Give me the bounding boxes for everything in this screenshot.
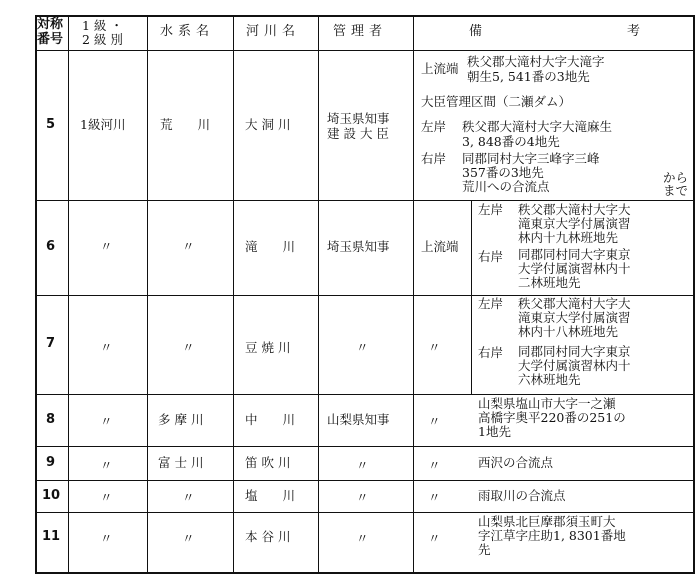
right-bank-text: 同郡同村同大字東京 (518, 247, 631, 262)
row-number: 10 (42, 488, 61, 503)
left-bank-label: 左岸 (421, 119, 447, 134)
header-grade-1: 1 級 ・ (82, 18, 123, 33)
water-system: 〃 (182, 239, 195, 254)
water-system: 〃 (182, 490, 195, 505)
manager: 〃 (356, 490, 369, 505)
water-system: 富 士 川 (158, 455, 204, 470)
from-label: から (663, 170, 689, 185)
row-divider (35, 394, 695, 395)
river-name: 塩 川 (245, 488, 296, 503)
manager: 建 設 大 臣 (327, 126, 389, 141)
header-river-name: 河川名 (246, 24, 301, 39)
row-divider (35, 512, 695, 513)
to-label: まで (663, 183, 689, 198)
grade: 〃 (100, 490, 113, 505)
header-water-system: 水系名 (160, 24, 215, 39)
right-bank-text: 大学付属演習林内十 (518, 261, 631, 276)
note-text: 山梨県北巨摩郡須玉町大 (478, 514, 616, 529)
header-number-2: 番号 (37, 32, 64, 47)
left-bank-text: 林内十八林班地先 (518, 324, 619, 339)
row-divider (35, 480, 695, 481)
manager: 〃 (356, 340, 369, 355)
col-divider-notes (471, 200, 472, 394)
row-number: 6 (46, 239, 56, 254)
river-name: 中 川 (245, 412, 296, 427)
right-bank-text: 同郡同村大字三峰字三峰 (462, 151, 600, 166)
row-number: 11 (42, 529, 61, 544)
left-bank-text: 秩父郡大滝村大字大滝麻生 (462, 119, 613, 134)
grade: 〃 (100, 531, 113, 546)
right-bank-text: 同郡同村同大字東京 (518, 344, 631, 359)
note-label: 上流端 (421, 239, 459, 254)
note-text: 秩父郡大滝村大字大滝字 (467, 54, 605, 69)
right-bank-label: 右岸 (421, 151, 447, 166)
note-text: 先 (478, 542, 491, 557)
river-name: 本 谷 川 (245, 529, 291, 544)
note-text: 雨取川の合流点 (478, 488, 566, 503)
right-bank-text: 二林班地先 (518, 275, 581, 290)
note-text: 西沢の合流点 (478, 455, 554, 470)
manager: 埼玉県知事 (327, 111, 390, 126)
header-notes-2: 考 (627, 24, 646, 39)
row-number: 7 (46, 336, 56, 351)
right-bank-text: 六林班地先 (518, 372, 581, 387)
manager: 埼玉県知事 (327, 239, 390, 254)
header-number-1: 対称 (37, 17, 64, 32)
river-name: 笛 吹 川 (245, 455, 291, 470)
note-label: 〃 (428, 340, 441, 355)
note-text: 字江草字庄助1, 8301番地 (478, 528, 626, 543)
row-divider (35, 50, 695, 51)
row-number: 8 (46, 412, 56, 427)
note-label: 上流端 (421, 61, 459, 76)
left-bank-text: 林内十九林班地先 (518, 230, 619, 245)
left-bank-text: 秩父郡大滝村大字大 (518, 296, 631, 311)
right-bank-label: 右岸 (478, 249, 504, 264)
header-manager: 管理者 (333, 24, 388, 39)
header-notes-1: 備 (469, 24, 488, 39)
row-divider (35, 446, 695, 447)
row-number: 5 (46, 117, 56, 132)
river-name: 豆 焼 川 (245, 340, 291, 355)
water-system: 〃 (182, 340, 195, 355)
grade: 1級河川 (80, 117, 126, 132)
note-text: 大臣管理区間（二瀬ダム） (421, 94, 572, 109)
row-divider (35, 200, 695, 201)
left-bank-label: 左岸 (478, 296, 504, 311)
note-label: 〃 (428, 414, 441, 429)
left-bank-text: 滝東京大学付属演習 (518, 310, 631, 325)
right-bank-text: 357番の3地先 (462, 165, 544, 180)
note-label: 〃 (428, 458, 441, 473)
left-bank-text: 秩父郡大滝村大字大 (518, 202, 631, 217)
river-name: 大 洞 川 (245, 117, 291, 132)
note-text: 朝生5, 541番の3地先 (467, 69, 590, 84)
note-label: 〃 (428, 490, 441, 505)
right-bank-label: 右岸 (478, 345, 504, 360)
left-bank-text: 3, 848番の4地先 (462, 134, 560, 149)
grade: 〃 (100, 458, 113, 473)
grade: 〃 (100, 340, 113, 355)
manager: 山梨県知事 (327, 412, 390, 427)
border-top (35, 15, 695, 17)
right-bank-text: 荒川への合流点 (462, 179, 550, 194)
header-grade-2: 2 級 別 (82, 32, 123, 47)
row-number: 9 (46, 455, 56, 470)
left-bank-text: 滝東京大学付属演習 (518, 216, 631, 231)
water-system: 多 摩 川 (158, 412, 204, 427)
manager: 〃 (356, 458, 369, 473)
note-text: 高橋字奥平220番の251の (478, 410, 626, 425)
border-bottom (35, 572, 695, 574)
river-name: 滝 川 (245, 239, 296, 254)
water-system: 荒 川 (160, 117, 211, 132)
note-text: 山梨県塩山市大字一之瀬 (478, 396, 616, 411)
grade: 〃 (100, 414, 113, 429)
note-label: 〃 (428, 531, 441, 546)
water-system: 〃 (182, 531, 195, 546)
right-bank-text: 大学付属演習林内十 (518, 358, 631, 373)
note-text: 1地先 (478, 424, 511, 439)
manager: 〃 (356, 531, 369, 546)
grade: 〃 (100, 239, 113, 254)
left-bank-label: 左岸 (478, 202, 504, 217)
